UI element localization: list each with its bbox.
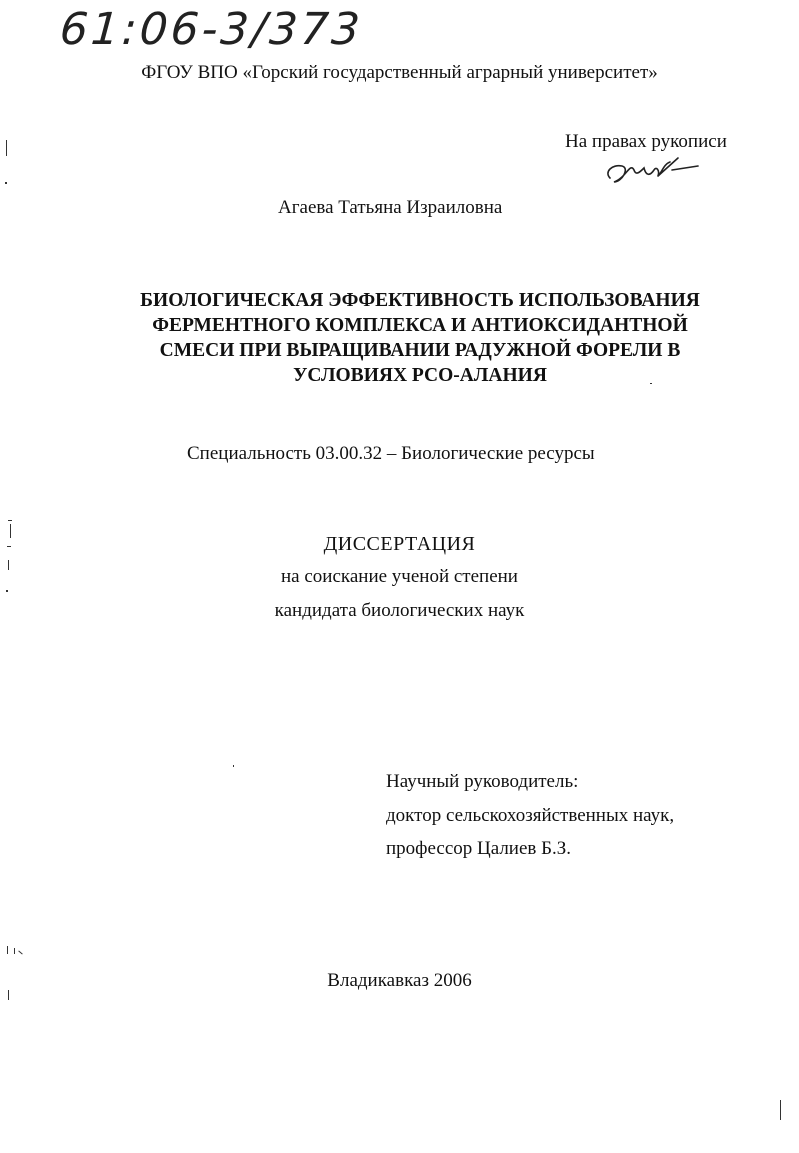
scan-artifact: [233, 765, 234, 767]
title-line: ФЕРМЕНТНОГО КОМПЛЕКСА И АНТИОКСИДАНТНОЙ: [152, 315, 688, 336]
title-line: СМЕСИ ПРИ ВЫРАЩИВАНИИ РАДУЖНОЙ ФОРЕЛИ В: [159, 340, 681, 361]
catalog-number-handwritten: 61:06-3/373: [58, 4, 365, 55]
scan-artifact: [8, 990, 9, 1000]
supervisor-degree: доктор сельскохозяйственных наук,: [386, 805, 675, 826]
specialty: Специальность 03.00.32 – Биологические ресурсы: [187, 443, 595, 464]
rights-notice: На правах рукописи: [565, 131, 727, 152]
supervisor-label: Научный руководитель:: [386, 771, 579, 792]
city-year: Владикавказ 2006: [327, 970, 472, 991]
institution-name: ФГОУ ВПО «Горский государственный аграрный университет»: [141, 62, 658, 83]
scan-artifact: [5, 182, 7, 184]
scan-artifact: [14, 948, 15, 954]
title-line: БИОЛОГИЧЕСКАЯ ЭФФЕКТИВНОСТЬ ИСПОЛЬЗОВАНИЯ: [140, 290, 700, 311]
scan-artifact: [780, 1100, 781, 1120]
degree-line: кандидата биологических наук: [274, 600, 525, 621]
author-name: Агаева Татьяна Израиловна: [278, 197, 503, 218]
author-signature: [600, 152, 700, 192]
scan-artifact: [8, 520, 12, 521]
scan-artifact: [6, 590, 8, 592]
title-line: УСЛОВИЯХ РСО-АЛАНИЯ: [293, 365, 547, 386]
document-type: ДИССЕРТАЦИЯ: [323, 533, 476, 555]
degree-line: на соискание ученой степени: [281, 566, 518, 587]
scan-artifact: [18, 951, 22, 955]
scan-artifact: [650, 383, 652, 384]
scan-artifact: [8, 560, 9, 570]
scan-artifact: [7, 546, 11, 547]
supervisor-name: профессор Цалиев Б.З.: [386, 838, 572, 859]
scan-artifact: [10, 524, 11, 538]
scan-artifact: [7, 946, 8, 954]
scan-artifact: [6, 140, 7, 156]
dissertation-title: [100, 288, 740, 388]
